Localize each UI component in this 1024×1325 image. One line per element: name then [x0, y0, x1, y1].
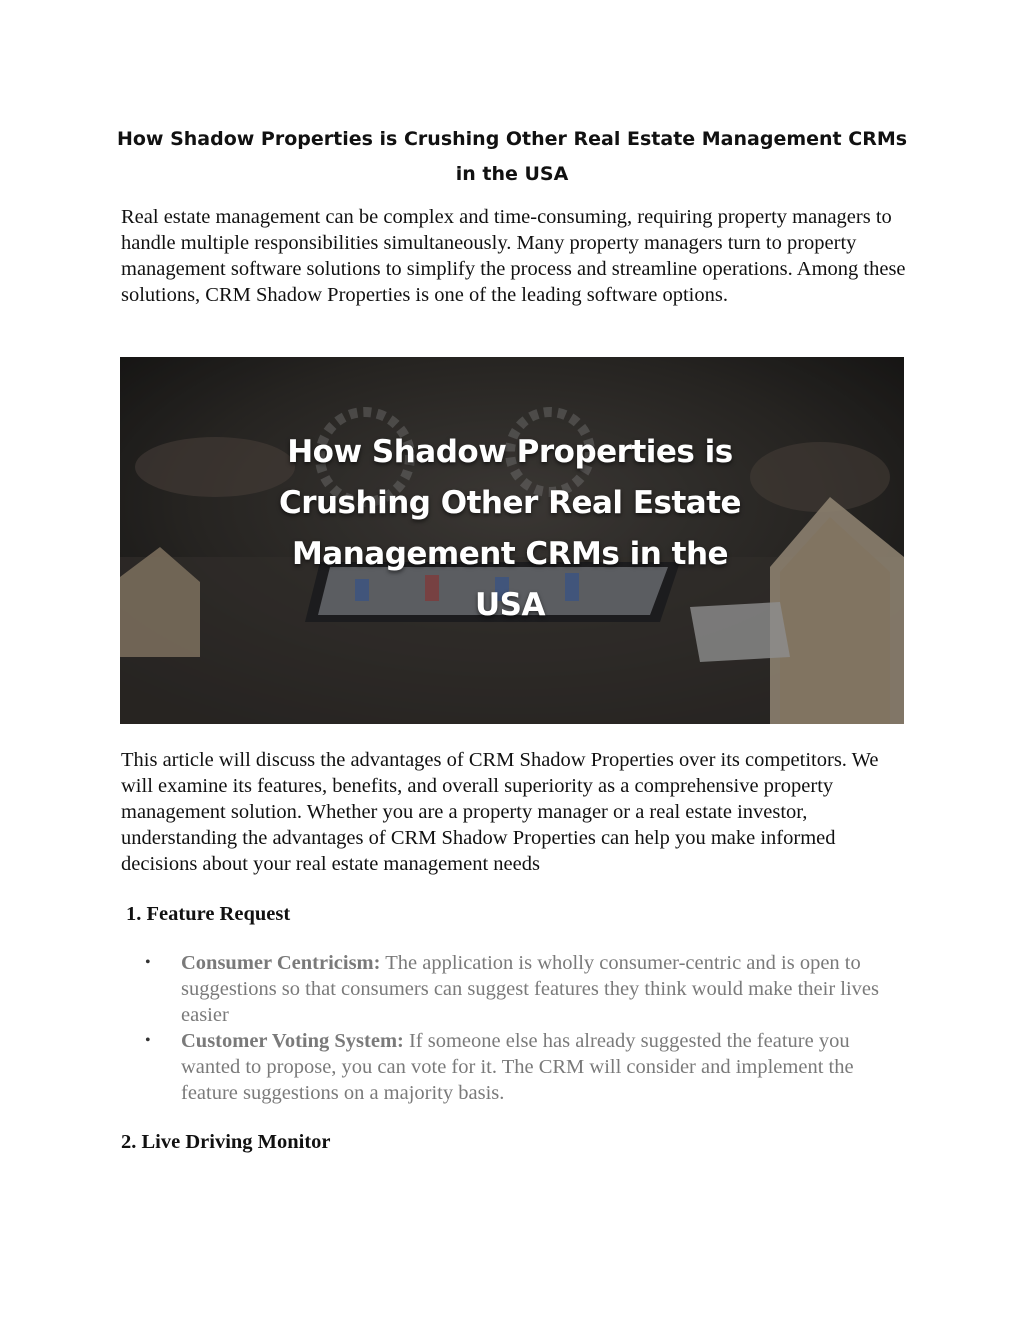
intro-paragraph: Real estate management can be complex and time-consuming, requiring property managers to handle multiple responsibilities simultaneously. Many property managers turn to property management software solutions to simplify the process and streamline operations. Among these solutions, CRM Shadow Properties is one of the leading software options.	[121, 206, 906, 306]
bullet-icon: •	[145, 1032, 151, 1049]
hero-text-line3: Management CRMs in the	[291, 536, 729, 572]
hero-text-line1: How Shadow Properties is	[287, 434, 733, 470]
list-item-text: The application is wholly consumer-centric and is open to suggestions so that consumers can suggest features they think would make their lives easier	[181, 952, 880, 1026]
feature-request-list	[121, 950, 911, 1106]
section-heading-live-driving-monitor: 2. Live Driving Monitor	[121, 1131, 331, 1153]
page-title	[110, 122, 914, 192]
list-item-text: If someone else has already suggested the feature you wanted to propose, you can vote for it. The CRM will consider and implement the feature suggestions on a majority basis.	[181, 1030, 854, 1104]
hero-text-line4: USA	[475, 587, 545, 623]
list-item-term: Customer Voting System:	[181, 1030, 404, 1052]
hero-image	[120, 357, 904, 724]
section-heading-feature-request: 1. Feature Request	[126, 903, 291, 925]
list-item-term: Consumer Centricism:	[181, 952, 381, 974]
page-title-line2: in the USA	[455, 163, 569, 185]
hero-image-text	[260, 427, 760, 631]
hero-text-line2: Crushing Other Real Estate	[278, 485, 742, 521]
page-title-line1: How Shadow Properties is Crushing Other Real Estate Management CRMs	[116, 128, 908, 150]
body-paragraph: This article will discuss the advantages of CRM Shadow Properties over its competitors. We will examine its features, benefits, and overall superiority as a comprehensive property management solution. Whether you are a property manager or a real estate investor, understanding the advantages of CRM Shadow Properties can help you make informed decisions about your real estate management needs	[121, 749, 879, 875]
list-item	[121, 1028, 911, 1106]
list-item	[121, 950, 911, 1028]
bullet-icon: •	[145, 954, 151, 971]
